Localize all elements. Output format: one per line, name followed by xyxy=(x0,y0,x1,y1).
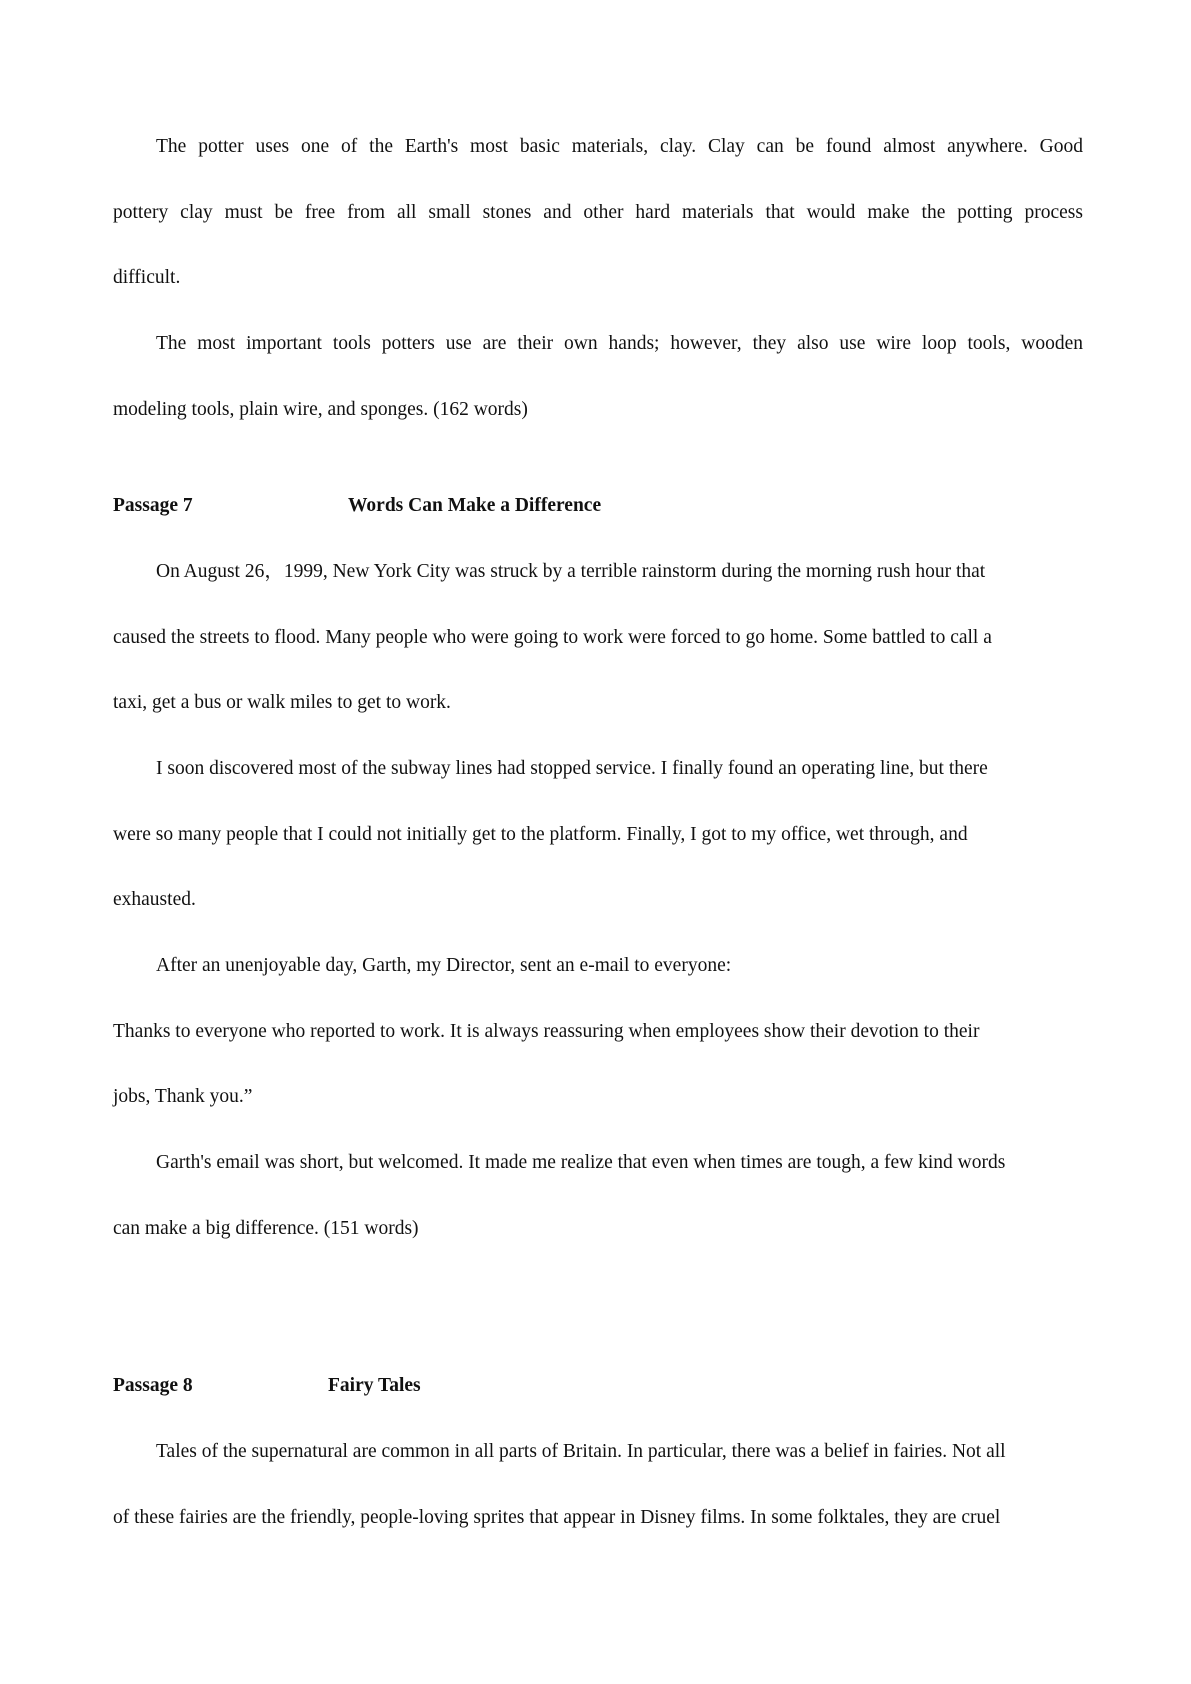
paragraph-line: The potter uses one of the Earth's most basic materials, clay. Clay can be found almost anywhere. Good xyxy=(156,136,1083,157)
passage-8-label: Passage 8 xyxy=(113,1375,193,1396)
paragraph-line: exhausted. xyxy=(113,889,196,910)
paragraph-line: were so many people that I could not initially get to the platform. Finally, I got to my office, wet through, and xyxy=(113,824,968,845)
passage-8-title: Fairy Tales xyxy=(328,1375,421,1396)
passage-7-title: Words Can Make a Difference xyxy=(348,495,602,516)
quote-line: jobs, Thank you.” xyxy=(113,1086,253,1107)
paragraph-line: pottery clay must be free from all small stones and other hard materials that would make the potting process xyxy=(113,202,1083,223)
paragraph-line: After an unenjoyable day, Garth, my Director, sent an e-mail to everyone: xyxy=(156,955,732,976)
paragraph-line: I soon discovered most of the subway lines had stopped service. I finally found an operating line, but there xyxy=(156,758,988,779)
quote-line: Thanks to everyone who reported to work. It is always reassuring when employees show their devotion to their xyxy=(113,1021,980,1042)
passage-7-label: Passage 7 xyxy=(113,495,193,516)
paragraph-line: On August 26，1999, New York City was struck by a terrible rainstorm during the morning rush hour that xyxy=(156,561,986,582)
paragraph-line: of these fairies are the friendly, people-loving sprites that appear in Disney films. In some folktales, they are cruel xyxy=(113,1507,1001,1528)
paragraph-line: can make a big difference. (151 words) xyxy=(113,1218,419,1239)
paragraph-line: The most important tools potters use are their own hands; however, they also use wire loop tools, wooden xyxy=(156,333,1083,354)
paragraph-line: Garth's email was short, but welcomed. It made me realize that even when times are tough, a few kind words xyxy=(156,1152,1006,1173)
paragraph-line: caused the streets to flood. Many people who were going to work were forced to go home. Some battled to call a xyxy=(113,627,992,648)
paragraph-line: taxi, get a bus or walk miles to get to work. xyxy=(113,692,451,713)
paragraph-line: Tales of the supernatural are common in all parts of Britain. In particular, there was a belief in fairies. Not all xyxy=(156,1441,1006,1462)
paragraph-line: difficult. xyxy=(113,267,181,288)
paragraph-line: modeling tools, plain wire, and sponges. (162 words) xyxy=(113,399,528,420)
